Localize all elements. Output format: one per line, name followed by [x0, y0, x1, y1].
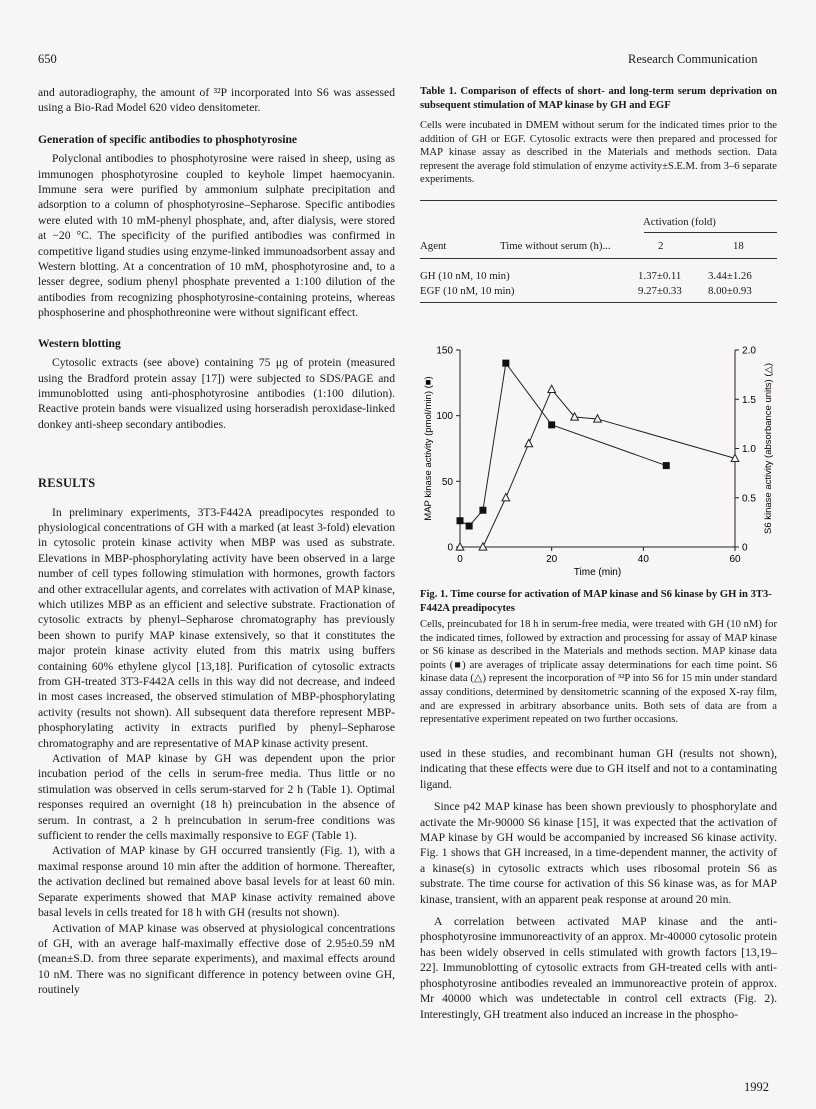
- table-cell-2h: 1.37±0.11: [638, 269, 682, 282]
- right-para-3: A correlation between activated MAP kinase and the anti-phosphotyrosine immunoreactivity of an approx. Mr-40000 cytosolic protein has been widely observed in cells stimulated with growth factors [13,19–22]. Immunoblotting of cytosolic extracts from GH-treated cells with anti-phosphotyrosine antibodies revealed an immunoreactive protein of approx. Mr 40000 which was undetectable in control cell extracts (Fig. 2). Interestingly, GH treatment also induced an increase in the phospho-: [420, 915, 777, 1021]
- data-point-map-kinase: [466, 522, 473, 529]
- figure1-caption: Cells, preincubated for 18 h in serum-free media, were treated with GH (10 nM) for the indicated times, followed by extraction and processing for assay of MAP kinase or S6 kinase as described in the Materials and methods section. MAP kinase data points (■) are averages of triplicate assay determinations for each time point. S6 kinase data (△) represent the incorporation of ³²P into S6 for 15 min under standard assay conditions, determined by densitometric scanning of the exposed X-ray film, and are expressed in arbitrary absorbance units. Both sets of data are from a representative experiment repeated on two further occasions.: [420, 619, 777, 726]
- para-results-3: Activation of MAP kinase by GH occurred transiently (Fig. 1), with a maximal response around 10 min after the addition of hormone. Thereafter, the activation declined but remained above basal levels for at least 60 min. Separate experiments showed that MAP kinase activity remained above basal levels in cells treated for 18 h with GH (results not shown).: [38, 844, 395, 920]
- data-point-s6-kinase: [525, 439, 533, 446]
- table-cell-agent: GH (10 nM, 10 min): [420, 269, 510, 282]
- table1-col-2: 2: [658, 240, 664, 252]
- table-row: [420, 268, 772, 283]
- para-results-1: In preliminary experiments, 3T3-F442A preadipocytes responded to physiological concentrations of GH with a marked (at least 3-fold) elevation in cytosolic protein kinase activity when MBP was used as substrate. Elevations in MBP-phosphorylating activity have been observed in a large number of cell types following stimulation with hormones, growth factors and other extracellular agents, and correlates with activation of MAP kinase, which utilizes MBP as an efficient and selective substrate. Fractionation of cytosolic extracts by phenyl–Sepharose chromatography has previously been shown to purify MAP kinase extensively, so that it constitutes the major protein kinase activity eluted from this matrix using buffers containing 60% ethylene glycol [13,18]. Purification of cytosolic extracts from GH-treated 3T3-F442A cells in this way did not decrease, and indeed in most cases increased, the observed stimulation of MBP-phosphorylating activity (results not shown). All subsequent data therefore represent MBP-phosphorylating activity in extracts purified by phenyl–Sepharose chromatography and are representative of MAP kinase activity present.: [38, 505, 395, 750]
- x-tick-label: 0: [457, 554, 463, 565]
- y-right-tick-label: 0.5: [742, 493, 756, 505]
- heading-antibodies: Generation of specific antibodies to phosphotyrosine: [38, 132, 298, 146]
- y-left-tick-label: 50: [441, 476, 453, 488]
- x-tick-label: 40: [637, 554, 649, 565]
- para-results-2: Activation of MAP kinase by GH was dependent upon the prior incubation period of the cells in serum-free media. Thus little or no stimulation was observed in cells serum-starved for 2 h (Table 1). Optimal responses required an overnight (18 h) preincubation in the absence of serum. In contrast, a 2 h preincubation in serum-free conditions was sufficient to render the cells maximally responsive to EGF (Table 1).: [38, 752, 395, 843]
- data-point-map-kinase: [479, 507, 486, 514]
- figure1-title: Fig. 1. Time course for activation of MAP kinase and S6 kinase by GH in 3T3-F442A preadipocytes: [420, 589, 772, 614]
- x-tick-label: 60: [729, 554, 741, 565]
- table-cell-18h: 3.44±1.26: [708, 269, 752, 282]
- data-point-map-kinase: [663, 462, 670, 469]
- para-western: Cytosolic extracts (see above) containing 75 μg of protein (measured using the Bradford protein assay [17]) were subjected to SDS/PAGE and immunoblotted using anti-phosphotyrosine antibodies (1:100 dilution). Reactive protein bands were visualized using horseradish peroxidase-linked donkey anti-sheep secondary antibodies.: [38, 356, 395, 431]
- page-number: 650: [38, 52, 57, 66]
- x-axis-label: Time (min): [573, 567, 622, 578]
- data-point-s6-kinase: [548, 385, 556, 392]
- data-point-s6-kinase: [456, 543, 464, 550]
- table1-col-agent: Agent: [420, 240, 447, 252]
- left-column: [38, 85, 395, 998]
- table1-col-time: Time without serum (h)...: [500, 240, 611, 252]
- figure1-chart: [420, 315, 777, 585]
- year-footer: 1992: [744, 1080, 769, 1094]
- data-point-map-kinase: [548, 421, 555, 428]
- y-left-tick-label: 150: [436, 345, 453, 357]
- y-right-tick-label: 0: [742, 542, 748, 554]
- heading-results: RESULTS: [38, 476, 96, 491]
- table1-title: Table 1. Comparison of effects of short- and long-term serum deprivation on subsequent stimulation of MAP kinase by GH and EGF: [420, 86, 777, 111]
- y-left-tick-label: 0: [447, 542, 453, 554]
- data-point-s6-kinase: [502, 494, 510, 501]
- data-point-s6-kinase: [479, 543, 487, 550]
- table-row: [420, 283, 772, 298]
- right-column: [420, 746, 777, 1022]
- table-cell-18h: 8.00±0.93: [708, 284, 752, 297]
- table1-body: [420, 268, 772, 298]
- table1-col-18: 18: [733, 240, 744, 252]
- left-para-1: and autoradiography, the amount of ³²P incorporated into S6 was assessed using a Bio-Rad Model 620 video densitometer.: [38, 86, 395, 115]
- para-results-4: Activation of MAP kinase was observed at physiological concentrations of GH, with an average half-maximally effective dose of 2.95±0.59 nM (mean±S.D. from three separate experiments), and maximal effects around 10 nM. There was no significant difference in potency between ovine GH, routinely: [38, 921, 395, 997]
- right-para-2: Since p42 MAP kinase has been shown previously to phosphorylate and activate the Mr-90000 S6 kinase [15], it was expected that the activation of MAP kinase by GH would be accompanied by increased S6 kinase activity. Fig. 1 shows that GH increased, in a time-dependent manner, the activity of a kinase(s) in cytosolic extracts which uses ribosomal protein S6 as substrate. The time course for activation of this S6 kinase was, as for MAP kinase, transient, with an apparent peak response at around 20 min.: [420, 800, 777, 906]
- data-point-map-kinase: [457, 517, 464, 524]
- y-left-axis-label: MAP kinase activity (pmol/min) (■): [423, 376, 434, 521]
- table-cell-agent: EGF (10 nM, 10 min): [420, 284, 515, 297]
- table-cell-2h: 9.27±0.33: [638, 284, 682, 297]
- y-right-tick-label: 1.0: [742, 444, 756, 455]
- x-tick-label: 20: [546, 554, 558, 565]
- heading-western: Western blotting: [38, 336, 121, 350]
- y-right-tick-label: 2.0: [742, 345, 756, 357]
- para-antibodies: Polyclonal antibodies to phosphotyrosine were raised in sheep, using as immunogen phosphotyrosine coupled to keyhole limpet haemocyanin. Immune sera were purified by ammonium sulphate precipitation and adsorption to a column of phosphotyrosine–Sepharose. Specific antibodies were eluted with 10 mM-phenyl phosphate, and, after dialysis, were stored at −20 °C. The specificity of the purified antibodies was confirmed in competitive ligand studies using enzyme-linked immunoadsorbent assay and Western blotting. At a concentration of 10 mM, phosphotyrosine and, to a lesser degree, sodium phenyl phosphate prevented a 1:100 dilution of the antibodies from recognizing phosphotyrosine-containing proteins, whereas phosphoserine and phosphothreonine were without significant effect.: [38, 152, 395, 320]
- table1-col-group: Activation (fold): [643, 216, 716, 228]
- right-para-1: used in these studies, and recombinant human GH (results not shown), indicating that these effects were due to GH itself and not to a contaminating ligand.: [420, 747, 777, 791]
- y-right-tick-label: 1.5: [742, 394, 756, 406]
- series-line-right: [460, 389, 735, 547]
- journal-section: Research Communication: [628, 52, 758, 66]
- y-left-tick-label: 100: [436, 411, 453, 423]
- table1-caption: Cells were incubated in DMEM without serum for the indicated times prior to the addition of GH or EGF. Cytosolic extracts were then prepared and processed for MAP kinase assay as described in the Materials and methods section. Data represent the average fold stimulation of enzyme activity±S.E.M. from 3–6 separate experiments.: [420, 120, 777, 186]
- y-right-axis-label: S6 kinase activity (absorbance units) (△): [763, 363, 774, 534]
- series-line-left: [460, 363, 666, 526]
- data-point-map-kinase: [502, 360, 509, 367]
